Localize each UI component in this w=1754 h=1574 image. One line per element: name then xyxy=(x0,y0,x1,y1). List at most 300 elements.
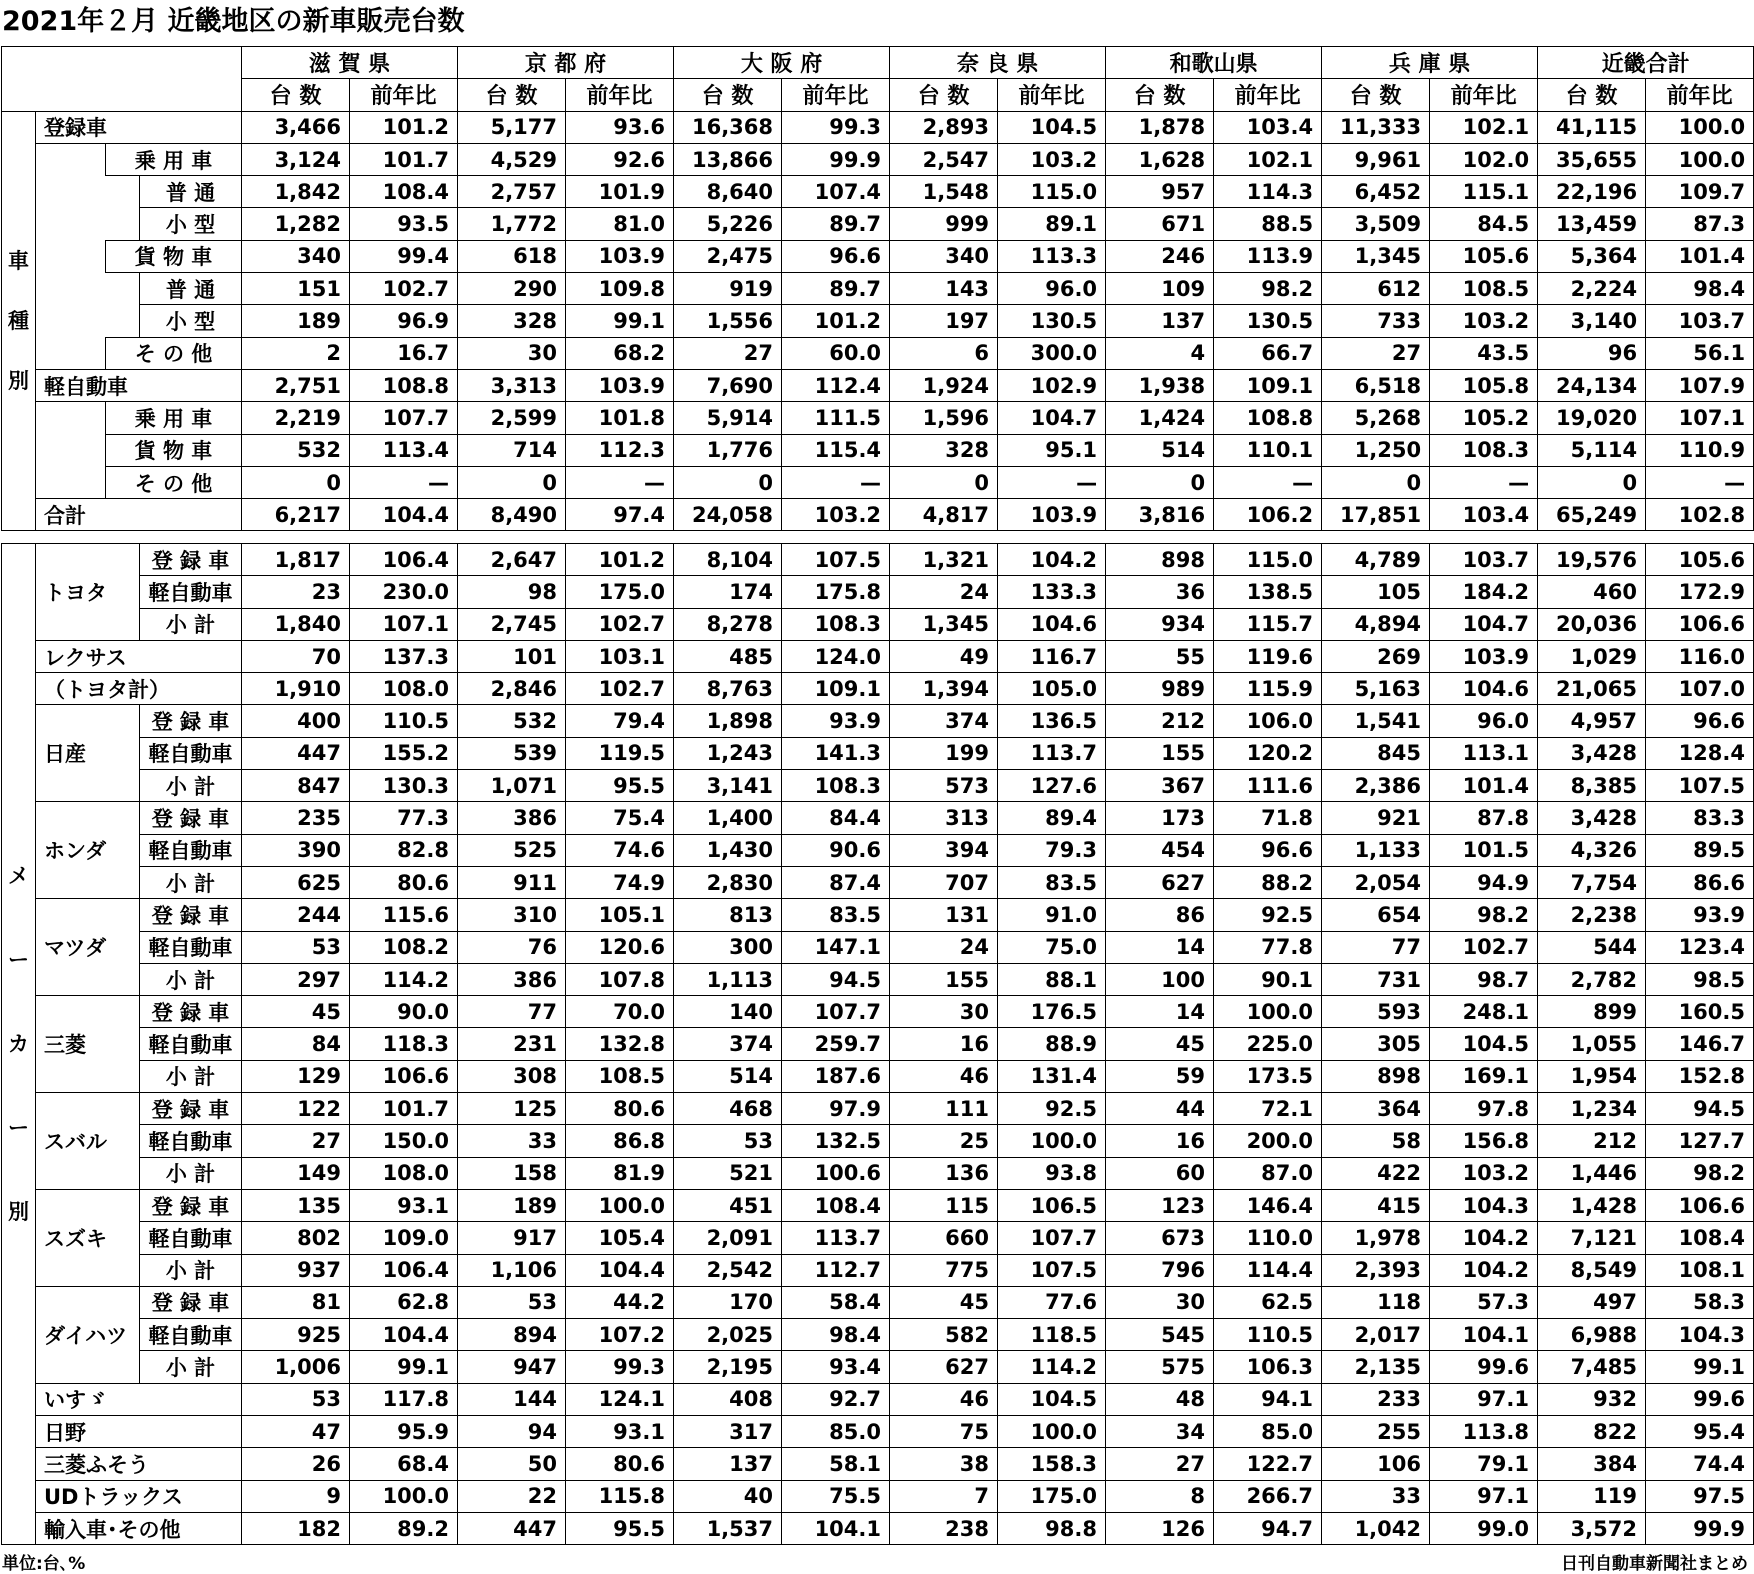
yoy-cell: 102.0 xyxy=(1430,143,1538,175)
count-cell: 1,978 xyxy=(1322,1222,1430,1254)
count-cell: 36 xyxy=(1106,576,1214,608)
count-cell: 8,549 xyxy=(1538,1254,1646,1286)
count-cell: 0 xyxy=(242,466,350,498)
yoy-cell: 108.5 xyxy=(1430,273,1538,305)
count-cell: 46 xyxy=(890,1060,998,1092)
table-row xyxy=(2,770,1754,802)
count-cell: 1,430 xyxy=(674,834,782,866)
count-cell: 394 xyxy=(890,834,998,866)
yoy-cell: 75.0 xyxy=(998,931,1106,963)
yoy-cell: 106.4 xyxy=(350,1254,458,1286)
header-yoy: 前年比 xyxy=(1430,79,1538,111)
sub-label: 小 計 xyxy=(140,963,242,995)
count-cell: 33 xyxy=(458,1125,566,1157)
maker-label: 日野 xyxy=(36,1416,242,1448)
yoy-cell: 99.1 xyxy=(1646,1351,1754,1383)
count-cell: 300 xyxy=(674,931,782,963)
yoy-cell: 108.4 xyxy=(350,176,458,208)
count-cell: 937 xyxy=(242,1254,350,1286)
table-row xyxy=(2,111,1754,143)
yoy-cell: 184.2 xyxy=(1430,576,1538,608)
yoy-cell: 113.1 xyxy=(1430,737,1538,769)
yoy-cell: 44.2 xyxy=(566,1286,674,1318)
count-cell: 422 xyxy=(1322,1157,1430,1189)
yoy-cell: 94.7 xyxy=(1214,1512,1322,1544)
count-cell: 514 xyxy=(674,1060,782,1092)
count-cell: 514 xyxy=(1106,434,1214,466)
indent-cell xyxy=(36,143,106,175)
count-cell: 27 xyxy=(674,337,782,369)
yoy-cell: 158.3 xyxy=(998,1448,1106,1480)
yoy-cell: 101.4 xyxy=(1646,240,1754,272)
count-cell: 1,055 xyxy=(1538,1028,1646,1060)
count-cell: 1,541 xyxy=(1322,705,1430,737)
yoy-cell: 99.3 xyxy=(566,1351,674,1383)
table-row xyxy=(2,899,1754,931)
yoy-cell: 90.1 xyxy=(1214,963,1322,995)
count-cell: 45 xyxy=(242,996,350,1028)
table-row xyxy=(2,434,1754,466)
yoy-cell: 187.6 xyxy=(782,1060,890,1092)
row-label: そ の 他 xyxy=(106,337,242,369)
vertical-char: 種 xyxy=(8,309,29,333)
count-cell: 189 xyxy=(242,305,350,337)
count-cell: 53 xyxy=(674,1125,782,1157)
header-yoy: 前年比 xyxy=(566,79,674,111)
count-cell: 24 xyxy=(890,931,998,963)
yoy-cell: 103.1 xyxy=(566,640,674,672)
yoy-cell: 175.0 xyxy=(998,1480,1106,1512)
count-cell: 4,789 xyxy=(1322,544,1430,576)
yoy-cell: 94.9 xyxy=(1430,866,1538,898)
yoy-cell: 102.7 xyxy=(566,673,674,705)
yoy-cell: 230.0 xyxy=(350,576,458,608)
yoy-cell: 98.7 xyxy=(1430,963,1538,995)
count-cell: 122 xyxy=(242,1093,350,1125)
count-cell: 673 xyxy=(1106,1222,1214,1254)
count-cell: 115 xyxy=(890,1189,998,1221)
yoy-cell: 137.3 xyxy=(350,640,458,672)
yoy-cell: 87.3 xyxy=(1646,208,1754,240)
count-cell: 919 xyxy=(674,273,782,305)
count-cell: 612 xyxy=(1322,273,1430,305)
yoy-cell: 104.7 xyxy=(998,402,1106,434)
count-cell: 485 xyxy=(674,640,782,672)
table-row xyxy=(2,369,1754,401)
yoy-cell: 75.5 xyxy=(782,1480,890,1512)
table-row xyxy=(2,208,1754,240)
count-cell: 2,017 xyxy=(1322,1319,1430,1351)
yoy-cell: — xyxy=(1430,466,1538,498)
yoy-cell: 123.4 xyxy=(1646,931,1754,963)
yoy-cell: 83.5 xyxy=(782,899,890,931)
row-label: 乗 用 車 xyxy=(106,402,242,434)
count-cell: 19,576 xyxy=(1538,544,1646,576)
count-cell: 3,428 xyxy=(1538,802,1646,834)
count-cell: 317 xyxy=(674,1416,782,1448)
count-cell: 30 xyxy=(458,337,566,369)
indent-cell xyxy=(36,305,106,337)
yoy-cell: 95.9 xyxy=(350,1416,458,1448)
count-cell: 3,428 xyxy=(1538,737,1646,769)
yoy-cell: 100.0 xyxy=(1214,996,1322,1028)
count-cell: 408 xyxy=(674,1383,782,1415)
count-cell: 1,924 xyxy=(890,369,998,401)
count-cell: 1,938 xyxy=(1106,369,1214,401)
count-cell: 1,446 xyxy=(1538,1157,1646,1189)
yoy-cell: 68.2 xyxy=(566,337,674,369)
count-cell: 98 xyxy=(458,576,566,608)
yoy-cell: 100.0 xyxy=(1646,143,1754,175)
count-cell: 22,196 xyxy=(1538,176,1646,208)
count-cell: 9 xyxy=(242,1480,350,1512)
yoy-cell: 102.1 xyxy=(1214,143,1322,175)
yoy-cell: 96.6 xyxy=(782,240,890,272)
yoy-cell: — xyxy=(350,466,458,498)
table-row xyxy=(2,1028,1754,1060)
yoy-cell: 105.2 xyxy=(1430,402,1538,434)
vertical-char: ー xyxy=(8,1116,29,1141)
count-cell: 660 xyxy=(890,1222,998,1254)
count-cell: 1,548 xyxy=(890,176,998,208)
count-cell: 53 xyxy=(242,931,350,963)
vertical-label-vehicle-type xyxy=(2,111,36,531)
maker-label: （トヨタ計） xyxy=(36,673,242,705)
count-cell: 8,278 xyxy=(674,608,782,640)
count-cell: 532 xyxy=(242,434,350,466)
count-cell: 1,106 xyxy=(458,1254,566,1286)
yoy-cell: 103.2 xyxy=(782,499,890,531)
yoy-cell: 99.6 xyxy=(1430,1351,1538,1383)
row-label: 貨 物 車 xyxy=(106,240,242,272)
yoy-cell: 130.3 xyxy=(350,770,458,802)
yoy-cell: 116.0 xyxy=(1646,640,1754,672)
yoy-cell: 93.6 xyxy=(566,111,674,143)
count-cell: 170 xyxy=(674,1286,782,1318)
yoy-cell: 107.8 xyxy=(566,963,674,995)
count-cell: 340 xyxy=(890,240,998,272)
row-label: 登録車 xyxy=(36,111,242,143)
yoy-cell: 83.5 xyxy=(998,866,1106,898)
yoy-cell: 77.6 xyxy=(998,1286,1106,1318)
vertical-char: メ xyxy=(8,863,29,888)
header-row-sub xyxy=(2,79,1754,111)
yoy-cell: 87.8 xyxy=(1430,802,1538,834)
yoy-cell: 99.0 xyxy=(1430,1512,1538,1544)
maker-label: 三菱ふそう xyxy=(36,1448,242,1480)
yoy-cell: 248.1 xyxy=(1430,996,1538,1028)
yoy-cell: 60.0 xyxy=(782,337,890,369)
count-cell: 75 xyxy=(890,1416,998,1448)
yoy-cell: 79.1 xyxy=(1430,1448,1538,1480)
count-cell: 125 xyxy=(458,1093,566,1125)
maker-label: ホンダ xyxy=(36,802,140,899)
count-cell: 573 xyxy=(890,770,998,802)
yoy-cell: 58.1 xyxy=(782,1448,890,1480)
yoy-cell: 101.2 xyxy=(566,544,674,576)
yoy-cell: 99.9 xyxy=(782,143,890,175)
yoy-cell: 156.8 xyxy=(1430,1125,1538,1157)
yoy-cell: 94.5 xyxy=(1646,1093,1754,1125)
yoy-cell: 101.8 xyxy=(566,402,674,434)
indent-cell xyxy=(106,273,140,305)
count-cell: 49 xyxy=(890,640,998,672)
yoy-cell: 101.9 xyxy=(566,176,674,208)
yoy-cell: 98.2 xyxy=(1214,273,1322,305)
yoy-cell: 103.2 xyxy=(1430,1157,1538,1189)
yoy-cell: 175.0 xyxy=(566,576,674,608)
yoy-cell: 104.7 xyxy=(1430,608,1538,640)
count-cell: 35,655 xyxy=(1538,143,1646,175)
yoy-cell: 93.4 xyxy=(782,1351,890,1383)
table-row xyxy=(2,1254,1754,1286)
yoy-cell: 108.2 xyxy=(350,931,458,963)
page-title: 2021年２月 近畿地区の新車販売台数 xyxy=(2,6,465,37)
count-cell: 898 xyxy=(1106,544,1214,576)
count-cell: 24,134 xyxy=(1538,369,1646,401)
header-count: 台 数 xyxy=(890,79,998,111)
count-cell: 21,065 xyxy=(1538,673,1646,705)
count-cell: 19,020 xyxy=(1538,402,1646,434)
yoy-cell: 105.6 xyxy=(1646,544,1754,576)
yoy-cell: 58.3 xyxy=(1646,1286,1754,1318)
count-cell: 297 xyxy=(242,963,350,995)
count-cell: 182 xyxy=(242,1512,350,1544)
count-cell: 4 xyxy=(1106,337,1214,369)
yoy-cell: 150.0 xyxy=(350,1125,458,1157)
count-cell: 16 xyxy=(890,1028,998,1060)
count-cell: 4,817 xyxy=(890,499,998,531)
count-cell: 238 xyxy=(890,1512,998,1544)
table-row xyxy=(2,402,1754,434)
count-cell: 4,326 xyxy=(1538,834,1646,866)
count-cell: 4,957 xyxy=(1538,705,1646,737)
count-cell: 101 xyxy=(458,640,566,672)
yoy-cell: 88.1 xyxy=(998,963,1106,995)
yoy-cell: 104.4 xyxy=(566,1254,674,1286)
yoy-cell: 103.2 xyxy=(998,143,1106,175)
yoy-cell: 110.9 xyxy=(1646,434,1754,466)
yoy-cell: 93.8 xyxy=(998,1157,1106,1189)
yoy-cell: 93.9 xyxy=(782,705,890,737)
yoy-cell: 104.5 xyxy=(998,111,1106,143)
maker-label: マツダ xyxy=(36,899,140,996)
count-cell: 44 xyxy=(1106,1093,1214,1125)
count-cell: 106 xyxy=(1322,1448,1430,1480)
table-row xyxy=(2,1351,1754,1383)
yoy-cell: 80.6 xyxy=(350,866,458,898)
table-row xyxy=(2,576,1754,608)
count-cell: 76 xyxy=(458,931,566,963)
yoy-cell: 86.6 xyxy=(1646,866,1754,898)
count-cell: 1,321 xyxy=(890,544,998,576)
count-cell: 8,104 xyxy=(674,544,782,576)
count-cell: 149 xyxy=(242,1157,350,1189)
yoy-cell: 111.6 xyxy=(1214,770,1322,802)
yoy-cell: 102.7 xyxy=(566,608,674,640)
count-cell: 5,114 xyxy=(1538,434,1646,466)
header-prefecture: 奈 良 県 xyxy=(890,47,1106,79)
yoy-cell: 138.5 xyxy=(1214,576,1322,608)
row-label: 普 通 xyxy=(140,176,242,208)
yoy-cell: 300.0 xyxy=(998,337,1106,369)
count-cell: 8,640 xyxy=(674,176,782,208)
yoy-cell: 106.5 xyxy=(998,1189,1106,1221)
count-cell: 468 xyxy=(674,1093,782,1125)
count-cell: 1,954 xyxy=(1538,1060,1646,1092)
count-cell: 390 xyxy=(242,834,350,866)
yoy-cell: 97.8 xyxy=(1430,1093,1538,1125)
yoy-cell: 103.9 xyxy=(998,499,1106,531)
yoy-cell: 87.4 xyxy=(782,866,890,898)
count-cell: 17,851 xyxy=(1322,499,1430,531)
yoy-cell: 108.0 xyxy=(350,1157,458,1189)
header-prefecture: 兵 庫 県 xyxy=(1322,47,1538,79)
header-yoy: 前年比 xyxy=(350,79,458,111)
yoy-cell: 100.0 xyxy=(998,1125,1106,1157)
yoy-cell: 107.9 xyxy=(1646,369,1754,401)
vertical-char: カ xyxy=(8,1032,29,1057)
sub-label: 登 録 車 xyxy=(140,1286,242,1318)
yoy-cell: 107.7 xyxy=(998,1222,1106,1254)
yoy-cell: 104.5 xyxy=(1430,1028,1538,1060)
yoy-cell: 16.7 xyxy=(350,337,458,369)
yoy-cell: 84.4 xyxy=(782,802,890,834)
yoy-cell: 89.7 xyxy=(782,208,890,240)
count-cell: 822 xyxy=(1538,1416,1646,1448)
yoy-cell: 83.3 xyxy=(1646,802,1754,834)
yoy-cell: — xyxy=(998,466,1106,498)
count-cell: 1,113 xyxy=(674,963,782,995)
yoy-cell: 103.9 xyxy=(1430,640,1538,672)
count-cell: 5,914 xyxy=(674,402,782,434)
yoy-cell: 74.4 xyxy=(1646,1448,1754,1480)
count-cell: 60 xyxy=(1106,1157,1214,1189)
count-cell: 20,036 xyxy=(1538,608,1646,640)
count-cell: 24,058 xyxy=(674,499,782,531)
count-cell: 77 xyxy=(1322,931,1430,963)
yoy-cell: 130.5 xyxy=(998,305,1106,337)
maker-table xyxy=(1,543,1754,1545)
yoy-cell: 132.8 xyxy=(566,1028,674,1060)
yoy-cell: 99.1 xyxy=(566,305,674,337)
yoy-cell: 106.0 xyxy=(1214,705,1322,737)
count-cell: 627 xyxy=(890,1351,998,1383)
yoy-cell: 106.2 xyxy=(1214,499,1322,531)
table-row xyxy=(2,240,1754,272)
count-cell: 3,124 xyxy=(242,143,350,175)
yoy-cell: 200.0 xyxy=(1214,1125,1322,1157)
yoy-cell: 104.2 xyxy=(998,544,1106,576)
count-cell: 22 xyxy=(458,1480,566,1512)
yoy-cell: 103.7 xyxy=(1646,305,1754,337)
yoy-cell: 90.6 xyxy=(782,834,890,866)
table-row xyxy=(2,1189,1754,1221)
yoy-cell: 87.0 xyxy=(1214,1157,1322,1189)
count-cell: 921 xyxy=(1322,802,1430,834)
count-cell: 81 xyxy=(242,1286,350,1318)
count-cell: 1,428 xyxy=(1538,1189,1646,1221)
sub-label: 登 録 車 xyxy=(140,802,242,834)
count-cell: 1,234 xyxy=(1538,1093,1646,1125)
count-cell: 5,177 xyxy=(458,111,566,143)
yoy-cell: 109.0 xyxy=(350,1222,458,1254)
count-cell: 917 xyxy=(458,1222,566,1254)
count-cell: 155 xyxy=(890,963,998,995)
yoy-cell: 172.9 xyxy=(1646,576,1754,608)
count-cell: 802 xyxy=(242,1222,350,1254)
yoy-cell: 99.6 xyxy=(1646,1383,1754,1415)
table-row xyxy=(2,737,1754,769)
yoy-cell: 96.0 xyxy=(998,273,1106,305)
yoy-cell: 115.1 xyxy=(1430,176,1538,208)
count-cell: 26 xyxy=(242,1448,350,1480)
yoy-cell: 100.6 xyxy=(782,1157,890,1189)
table-row xyxy=(2,1157,1754,1189)
header-prefecture: 大 阪 府 xyxy=(674,47,890,79)
count-cell: 714 xyxy=(458,434,566,466)
yoy-cell: 146.7 xyxy=(1646,1028,1754,1060)
yoy-cell: 85.0 xyxy=(782,1416,890,1448)
yoy-cell: 176.5 xyxy=(998,996,1106,1028)
yoy-cell: 131.4 xyxy=(998,1060,1106,1092)
yoy-cell: 106.4 xyxy=(350,544,458,576)
count-cell: 11,333 xyxy=(1322,111,1430,143)
count-cell: 2,135 xyxy=(1322,1351,1430,1383)
yoy-cell: — xyxy=(782,466,890,498)
count-cell: 8,490 xyxy=(458,499,566,531)
count-cell: 2,224 xyxy=(1538,273,1646,305)
yoy-cell: 110.5 xyxy=(1214,1319,1322,1351)
yoy-cell: 89.1 xyxy=(998,208,1106,240)
count-cell: 654 xyxy=(1322,899,1430,931)
yoy-cell: 107.5 xyxy=(782,544,890,576)
yoy-cell: 106.6 xyxy=(1646,608,1754,640)
count-cell: 46 xyxy=(890,1383,998,1415)
table-row xyxy=(2,1448,1754,1480)
count-cell: 151 xyxy=(242,273,350,305)
yoy-cell: 105.4 xyxy=(566,1222,674,1254)
yoy-cell: — xyxy=(566,466,674,498)
count-cell: 328 xyxy=(458,305,566,337)
yoy-cell: 107.0 xyxy=(1646,673,1754,705)
count-cell: 593 xyxy=(1322,996,1430,1028)
yoy-cell: 107.5 xyxy=(1646,770,1754,802)
sub-label: 軽自動車 xyxy=(140,1222,242,1254)
count-cell: 925 xyxy=(242,1319,350,1351)
count-cell: 340 xyxy=(242,240,350,272)
yoy-cell: 112.4 xyxy=(782,369,890,401)
count-cell: 48 xyxy=(1106,1383,1214,1415)
yoy-cell: 80.6 xyxy=(566,1093,674,1125)
yoy-cell: 141.3 xyxy=(782,737,890,769)
yoy-cell: 104.2 xyxy=(1430,1254,1538,1286)
table-row xyxy=(2,1416,1754,1448)
count-cell: 27 xyxy=(242,1125,350,1157)
yoy-cell: 103.7 xyxy=(1430,544,1538,576)
count-cell: 13,459 xyxy=(1538,208,1646,240)
vehicle-type-table xyxy=(1,46,1754,531)
count-cell: 8 xyxy=(1106,1480,1214,1512)
yoy-cell: 102.1 xyxy=(1430,111,1538,143)
count-cell: 84 xyxy=(242,1028,350,1060)
yoy-cell: 104.5 xyxy=(998,1383,1106,1415)
sub-label: 軽自動車 xyxy=(140,737,242,769)
yoy-cell: 74.6 xyxy=(566,834,674,866)
sub-label: 小 計 xyxy=(140,608,242,640)
yoy-cell: 155.2 xyxy=(350,737,458,769)
yoy-cell: 113.4 xyxy=(350,434,458,466)
